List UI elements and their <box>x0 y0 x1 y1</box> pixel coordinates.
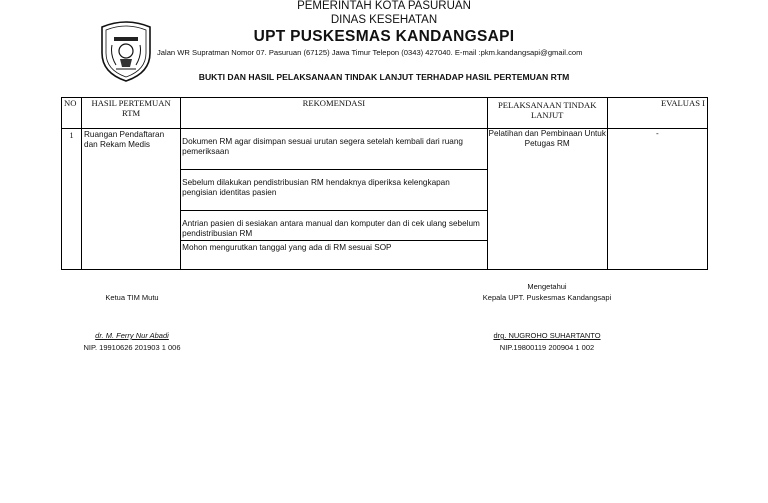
organization-name: UPT PUSKESMAS KANDANGSAPI <box>253 28 515 45</box>
left-signature-role: Ketua TIM Mutu <box>105 293 159 302</box>
left-signature-name <box>72 331 192 340</box>
document-title: BUKTI DAN HASIL PELAKSANAAN TINDAK LANJUT TERHADAP HASIL PERTEMUAN RTM <box>198 72 570 82</box>
recommendation-item: Antrian pasien di sesiakan antara manual dan komputer dan di cek ulang sebelum pendistribusian RM <box>181 211 486 241</box>
table-row <box>62 129 708 270</box>
header-no: NO <box>62 98 82 129</box>
header-pelaksanaan: PELAKSANAAN TINDAK LANJUT <box>487 98 607 129</box>
recommendation-item: Sebelum dilakukan pendistribusian RM hendaknya diperiksa kelengkapan pengisian identitas pasien <box>181 170 486 211</box>
left-signer-name: dr. M. Ferry Nur Abadi <box>95 331 169 340</box>
header-rekomendasi: REKOMENDASI <box>181 98 487 129</box>
table-header-row <box>62 98 708 129</box>
recommendation-item: Mohon mengurutkan tanggal yang ada di RM sesuai SOP <box>182 243 392 252</box>
address-line: Jalan WR Supratman Nomor 07. Pasuruan (67125) Jawa Timur Telepon (0343) 427040. E-mail :pkm.kandangsapi@gmail.com <box>157 48 583 57</box>
right-signature-name <box>477 331 617 340</box>
rtm-follow-up-table <box>61 97 708 270</box>
row-rekomendasi <box>181 129 487 270</box>
header-evaluasi: EVALUAS I <box>607 98 707 129</box>
row-number: 1 <box>62 129 82 270</box>
recommendation-item: Dokumen RM agar disimpan sesuai urutan segera setelah kembali dari ruang pemeriksaan <box>181 129 486 170</box>
right-acknowledged: Mengetahui <box>527 282 567 291</box>
header-hasil: HASIL PERTEMUAN RTM <box>82 98 181 129</box>
row-evaluasi: - <box>607 129 707 270</box>
row-pelaksanaan: Pelatihan dan Pembinaan Untuk Petugas RM <box>487 129 607 270</box>
government-name: PEMERINTAH KOTA PASURUAN <box>297 0 471 12</box>
department-name: DINAS KESEHATAN <box>330 14 438 26</box>
left-signature-nip: NIP. 19910626 201903 1 006 <box>83 343 181 352</box>
row-hasil: Ruangan Pendaftaran dan Rekam Medis <box>82 129 181 270</box>
right-signer-name: drg. NUGROHO SUHARTANTO <box>493 331 601 340</box>
right-signature-nip: NIP.19800119 200904 1 002 <box>499 343 595 352</box>
right-signature-role: Kepala UPT. Puskesmas Kandangsapi <box>482 293 612 302</box>
